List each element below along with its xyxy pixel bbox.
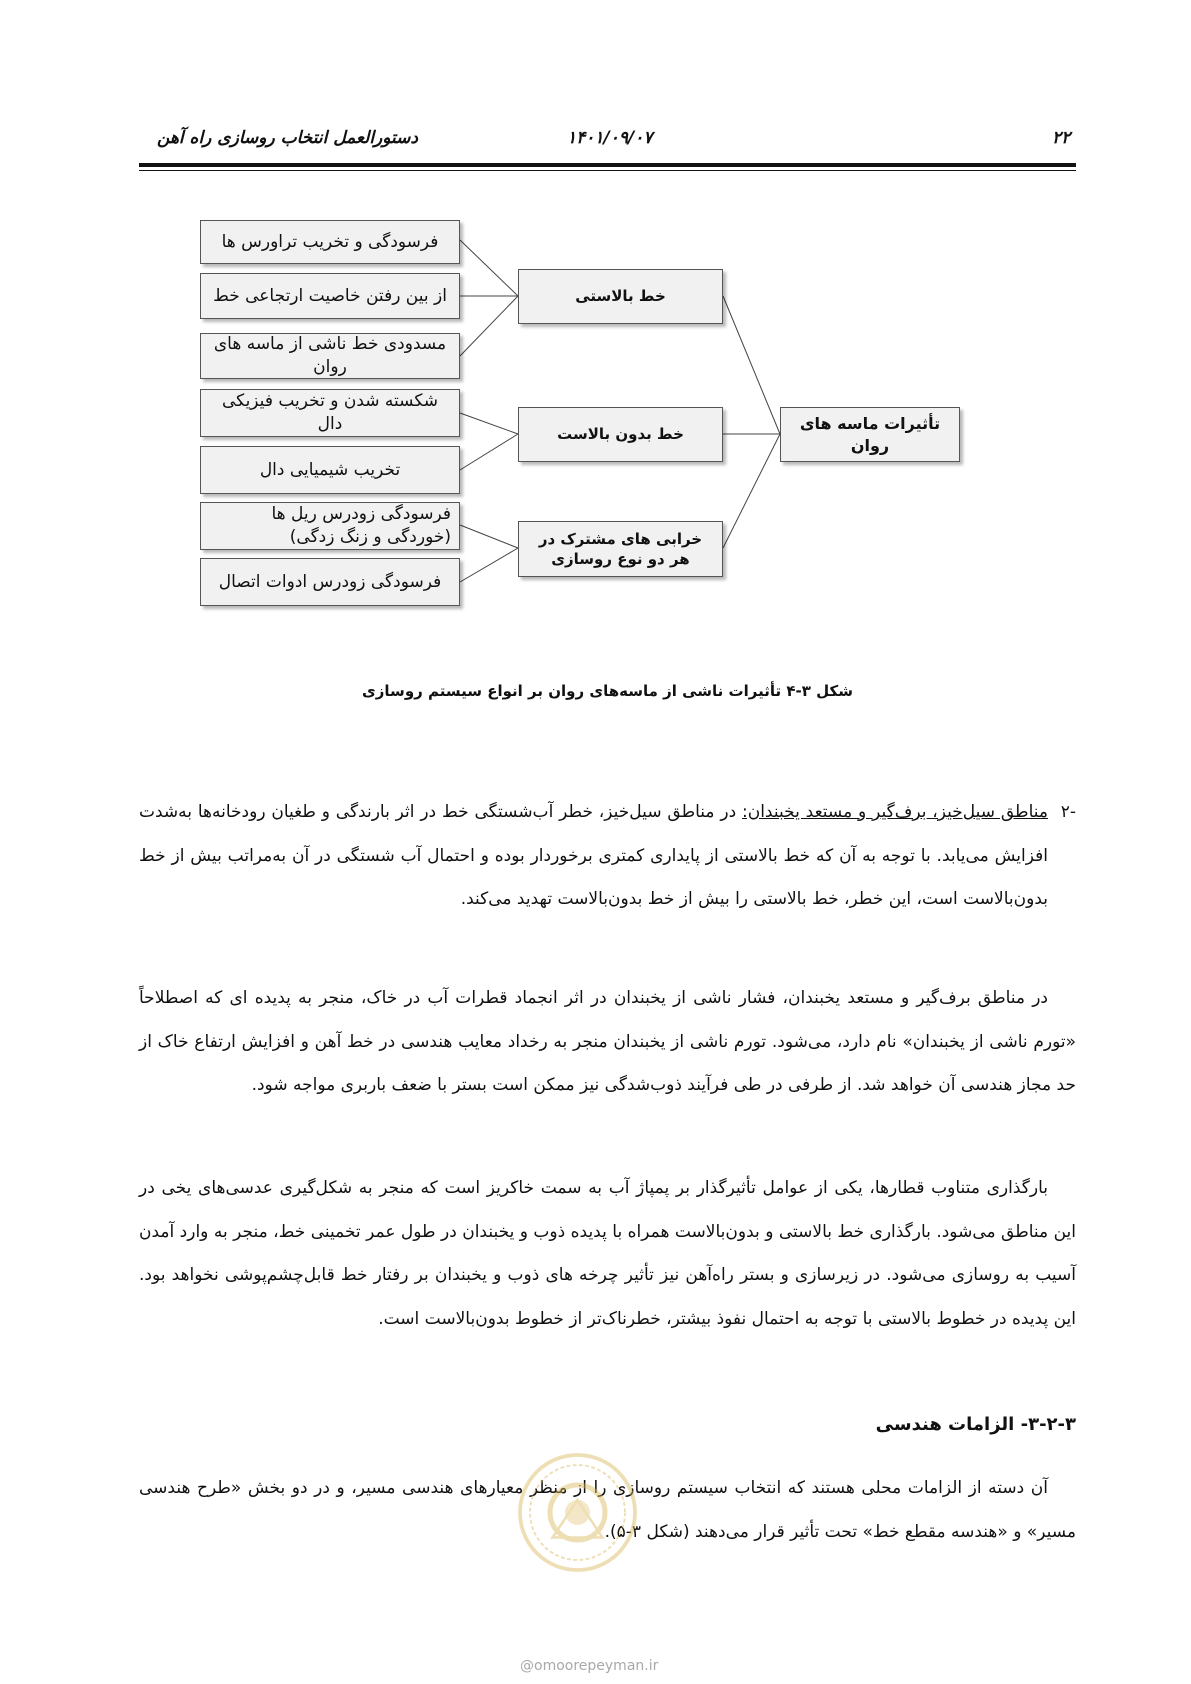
effect-box-4: شکسته شدن و تخریب فیزیکی دال bbox=[200, 389, 460, 437]
effect-box-5: تخریب شیمیایی دال bbox=[200, 446, 460, 494]
seal-logo-icon bbox=[515, 1450, 640, 1575]
connector-effect4 bbox=[460, 413, 518, 434]
paragraph-loading-text: بارگذاری متناوب قطارها، یکی از عوامل تأثیرگذار بر پمپاژ آب به سمت خاکریز است که منجر به شکل‌گیری عدسی‌های یخی در این مناطق می‌شود. بارگذاری خط بالاستی و بدون‌بالاست همراه با پدیده ذوب و یخبندان در طول عمر تخمینی خط، منجر به وارد آمدن آسیب به روسازی می‌شود. در زیرسازی و بستر راه‌آهن نیز تأثیر چرخه های ذوب و یخبندان بر رفتار خط قابل‌چشم‌پوشی نخواهد بود. این پدیده در خطوط بالاستی با توجه به احتمال نفوذ بیشتر، خطرناک‌تر از خطوط بدون‌بالاست است. bbox=[139, 1178, 1076, 1329]
paragraph-frost-text: در مناطق برف‌گیر و مستعد یخبندان، فشار ناشی از یخبندان در اثر انجماد قطرات آب در خاک، منجر به پدیده ای که اصطلاحاً «تورم ناشی از یخبندان» نام دارد، می‌شود. تورم ناشی از یخبندان منجر به رخداد معایب هندسی در خط آهن و افزایش ارتفاع خاک از حد مجاز هندسی آن خواهد شد. از طرفی در طی فرآیند ذوب‌شدگی نیز ممکن است بستر با ضعف باربری مواجه شود. bbox=[139, 988, 1076, 1095]
category-box-common: خرابی های مشترک در هر دو نوع روسازی bbox=[518, 521, 723, 577]
item-2-text: در مناطق سیل‌خیز، خطر آب‌شستگی خط در اثر بارندگی و طغیان رودخانه‌ها به‌شدت افزایش می‌یابد. با توجه به آن که خط بالاستی از پایداری کمتری برخوردار بوده و احتمال آب شستگی در آن به‌مراتب بیش از خط بدون‌بالاست است، این خطر، خط بالاستی را بیش از خط بدون‌بالاست تهدید می‌کند. bbox=[139, 802, 1048, 909]
item-2-number: -۲ bbox=[1060, 802, 1076, 822]
page-number: ۲۲ bbox=[1052, 128, 1071, 148]
paragraph-loading bbox=[139, 1167, 1076, 1341]
connector-effect1 bbox=[460, 240, 518, 296]
paragraph-frost bbox=[139, 977, 1076, 1108]
paragraph-geometric-text: آن دسته از الزامات محلی هستند که انتخاب سیستم روسازی را از منظر معیارهای هندسی مسیر، و در دو بخش «طرح هندسی مسیر» و «هندسه مقطع خط» تحت تأثیر قرار می‌دهند (شکل ۳-۵). bbox=[139, 1478, 1076, 1542]
effects-diagram bbox=[200, 220, 1050, 660]
connector-effect3 bbox=[460, 296, 518, 356]
connector-category1 bbox=[723, 296, 780, 434]
effect-box-2: از بین رفتن خاصیت ارتجاعی خط bbox=[200, 273, 460, 319]
document-title: دستورالعمل انتخاب روسازی راه آهن bbox=[157, 128, 418, 148]
connector-category3 bbox=[723, 434, 780, 548]
document-date: ۱۴۰۱/۰۹/۰۷ bbox=[567, 128, 653, 148]
header-rule-thin bbox=[139, 170, 1076, 171]
effect-box-7: فرسودگی زودرس ادوات اتصال bbox=[200, 558, 460, 606]
watermark-site: @omoorepeyman.ir bbox=[520, 1658, 659, 1674]
item-2-heading: مناطق سیل‌خیز، برف‌گیر و مستعد یخبندان: bbox=[742, 802, 1048, 822]
connector-effect5 bbox=[460, 434, 518, 470]
connector-effect7 bbox=[460, 548, 518, 582]
category-box-ballastless: خط بدون بالاست bbox=[518, 407, 723, 462]
section-heading: ۳-۲-۳- الزامات هندسی bbox=[875, 1414, 1076, 1435]
effect-box-6: فرسودگی زودرس ریل ها (خوردگی و زنگ زدگی) bbox=[200, 502, 460, 550]
root-box: تأثیرات ماسه های روان bbox=[780, 407, 960, 462]
effect-box-1: فرسودگی و تخریب تراورس ها bbox=[200, 220, 460, 264]
header-rule-thick bbox=[139, 163, 1076, 167]
connector-effect6 bbox=[460, 525, 518, 548]
figure-caption: شکل ۳-۴ تأثیرات ناشی از ماسه‌های روان بر انواع سیستم روسازی bbox=[362, 682, 853, 700]
effect-box-3: مسدودی خط ناشی از ماسه های روان bbox=[200, 333, 460, 379]
category-box-ballasted: خط بالاستی bbox=[518, 269, 723, 324]
item-2-paragraph bbox=[139, 791, 1076, 922]
